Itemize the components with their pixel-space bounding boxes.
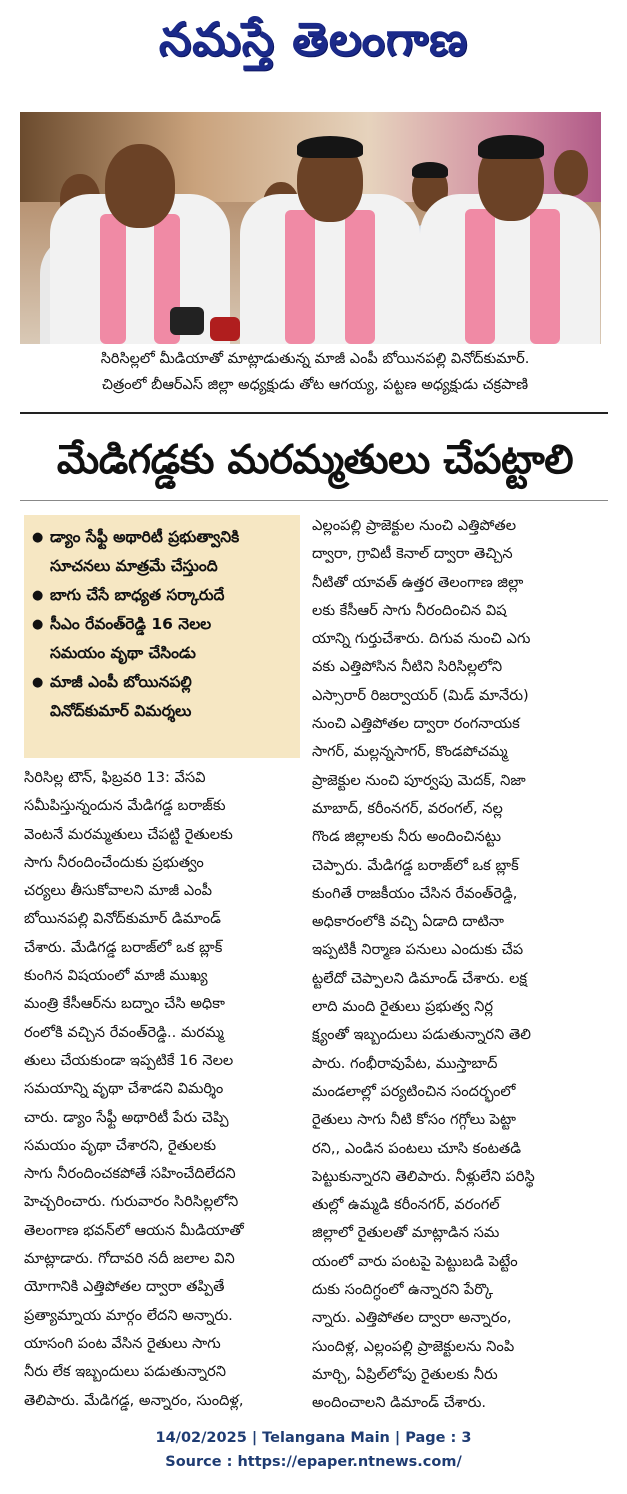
news-photo — [20, 112, 601, 344]
newspaper-logo: నమస్తే తెలంగాణ — [158, 12, 469, 66]
photo-person — [240, 124, 420, 344]
article-body-right-column: ఎల్లంపల్లి ప్రాజెక్టుల నుంచి ఎత్తిపోతల ద్వారా, గ్రావిటీ కెనాల్ ద్వారా తెచ్చిన నీటితో యావత్ ఉత్తర తెలంగాణ జిల్లా లకు కేసీఆర్ సాగు నీరందించిన విష యాన్ని గుర్తుచేశారు. దిగువ నుంచి ఎగు వకు ఎత్తిపోసిన నీటిని సిరిసిల్లలోని ఎస్సారార్ రిజర్వాయర్ (మిడ్ మానేరు) నుంచి ఎత్తిపోతల ద్వారా రంగనాయక సాగర్, మల్లన్నసాగర్, కొండపోచమ్మ ప్రాజెక్టుల నుంచి పూర్వపు మెదక్, నిజా మాబాద్, కరీంనగర్, వరంగల్, నల్ల గొండ జిల్లాలకు నీరు అందించినట్టు చెప్పారు. మేడిగడ్డ బరాజ్‌లో ఒక బ్లాక్ కుంగితే రాజకీయం చేసిన రేవంత్‌రెడ్డి, అధికారంలోకి వచ్చి ఏడాది దాటినా ఇప్పటికీ నిర్మాణ పనులు ఎందుకు చేప ట్టలేదో చెప్పాలని డిమాండ్ చేశారు. లక్ష లాది మంది రైతులు ప్రభుత్వ నిర్ల క్ష్యంతో ఇబ్బందులు పడుతున్నారని తెలి పారు. గంభీరావుపేట, ముస్తాబాద్ మండలాల్లో పర్యటించిన సందర్భంలో రైతులు సాగు నీటి కోసం గగ్గోలు పెట్టా రని,, ఎండిన పంటలు చూసి కంటతడి పెట్టుకున్నారని తెలిపారు. నీళ్లులేని పరిస్థి తుల్లో ఉమ్మడి కరీంనగర్, వరంగల్ జిల్లాలో రైతులతో మాట్లాడిన సమ యంలో వారు పంటపై పెట్టుబడి పెట్టేం దుకు సందిగ్ధంలో ఉన్నారని పేర్కొ న్నారు. ఎత్తిపోతల ద్వారా అన్నారం, సుందిళ్ల, ఎల్లంపల్లి ప్రాజెక్టులను నింపి మార్చి, ఏప్రిల్‌లోపు రైతులకు నీరు అందించాలని డిమాండ్ చేశారు. — [312, 517, 535, 1412]
photo-caption-line-1: సిరిసిల్లలో మీడియాతో మాట్లాడుతున్న మాజీ ఎంపీ బోయినపల్లి వినోద్‌కుమార్. — [100, 351, 530, 367]
microphone-icon — [170, 307, 204, 335]
article-body-left-column: సిరిసిల్ల టౌన్, ఫిబ్రవరి 13: వేసవి సమీపిస్తున్నందున మేడిగడ్డ బరాజ్‌కు వెంటనే మరమ్మతులు చేపట్టి రైతులకు సాగు నీరందించేందుకు ప్రభుత్వం చర్యలు తీసుకోవాలని మాజీ ఎంపీ బోయినపల్లి వినోద్‌కుమార్ డిమాండ్ చేశారు. మేడిగడ్డ బరాజ్‌లో ఒక బ్లాక్ కుంగిన విషయంలో మాజీ ముఖ్య మంత్రి కేసీఆర్‌ను బద్నాం చేసి అధికా రంలోకి వచ్చిన రేవంత్‌రెడ్డి.. మరమ్మ తులు చేయకుండా ఇప్పటికే 16 నెలల సమయాన్ని వృథా చేశాడని విమర్శిం చారు. డ్యాం సేఫ్టీ అథారిటీ పేరు చెప్పి సమయం వృథా చేశారని, రైతులకు సాగు నీరందించకపోతే సహించేదిలేదని హెచ్చరించారు. గురువారం సిరిసిల్లలోని తెలంగాణ భవన్‌లో ఆయన మీడియాతో మాట్లాడారు. గోదావరి నదీ జలాల విని యోగానికి ఎత్తిపోతల ద్వారా తప్పితే ప్రత్యామ్నాయ మార్గం లేదని అన్నారు. యాసంగి పంట వేసిన రైతులు సాగు నీరు లేక ఇబ్బందులు పడుతున్నారని తెలిపారు. మేడిగడ్డ, అన్నారం, సుందిళ్ల, — [24, 769, 244, 1409]
footer-date-edition: 14/02/2025 | Telangana Main | Page : 3 — [155, 1430, 472, 1446]
masthead — [0, 0, 627, 90]
highlight-item: ● మాజీ ఎంపీ బోయినపల్లి వినోద్‌కుమార్ విమర్శలు — [32, 668, 294, 726]
microphone-icon — [210, 317, 240, 341]
highlight-item: ● డ్యాం సేఫ్టీ అథారిటీ ప్రభుత్వానికి సూచనలు మాత్రమే చేస్తుంది — [32, 523, 294, 581]
highlight-item: ● బాగు చేసే బాధ్యత సర్కారుదే — [32, 581, 294, 610]
bullet-icon: ● — [32, 617, 44, 632]
photo-person — [420, 129, 600, 344]
divider — [20, 500, 608, 501]
footer-source: Source : https://epaper.ntnews.com/ — [165, 1454, 462, 1470]
bullet-icon: ● — [32, 530, 44, 545]
photo-caption-line-2: చిత్రంలో బీఆర్‌ఎస్ జిల్లా అధ్యక్షుడు తోట ఆగయ్య, పట్టణ అధ్యక్షుడు చక్రపాణి — [101, 377, 529, 393]
highlights-box — [24, 515, 300, 758]
divider — [20, 412, 608, 414]
bullet-icon: ● — [32, 588, 44, 603]
headline: మేడిగడ్డకు మరమ్మతులు చేపట్టాలి — [56, 437, 574, 483]
bullet-icon: ● — [32, 675, 44, 690]
highlight-item: ● సీఎం రేవంత్‌రెడ్డి 16 నెలల సమయం వృథా చేసిండు — [32, 610, 294, 668]
